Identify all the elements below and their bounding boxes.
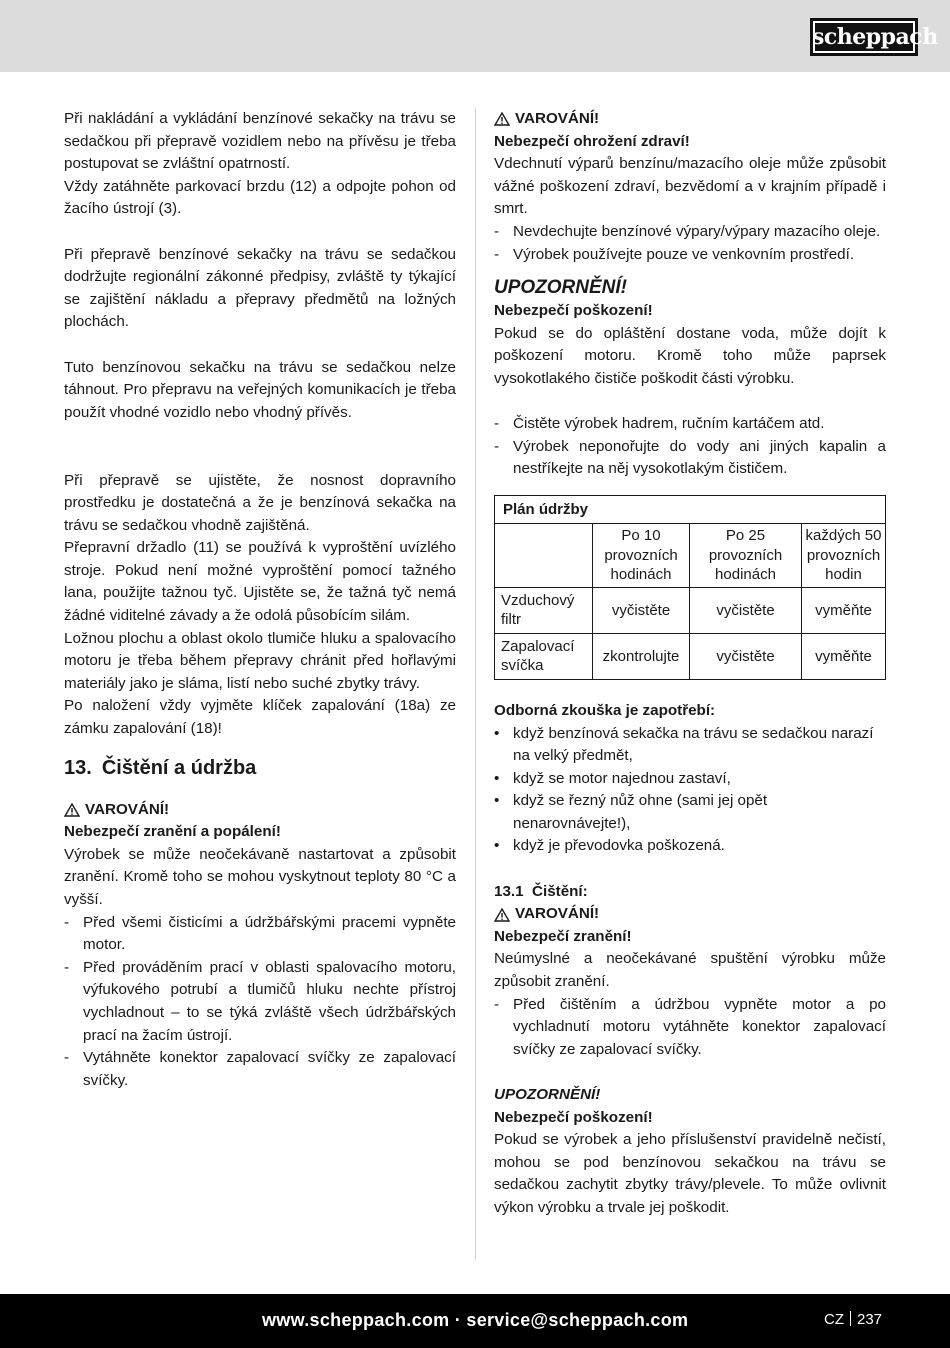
caution-title: Nebezpečí poškození! xyxy=(494,302,653,320)
list-item: • když se motor najednou zastaví, xyxy=(494,769,731,787)
paragraph: Při nakládání a vykládání benzínové sekačky na trávu se sedačkou při přepravě vozidlem nebo na přívěsu je třeba postupovat se zvláštní opatrností. xyxy=(64,110,456,173)
paragraph: Tuto benzínovou sekačku na trávu se sedačkou nelze táhnout. Pro přepravu na veřejných komunikacích je třeba použít vhodné vozidlo nebo vhodný přívěs. xyxy=(64,358,456,421)
table-row xyxy=(495,587,886,633)
warning-triangle-icon xyxy=(64,803,80,817)
page-indicator xyxy=(824,1309,882,1331)
table-header-row xyxy=(495,524,886,588)
table-header: Po 25 provozních hodinách xyxy=(690,524,802,588)
footer-bar xyxy=(0,1294,950,1348)
warning-text: Vdechnutí výparů benzínu/mazacího oleje může způsobit vážné poškození zdraví, bezvědomí a v krajním případě i smrt. xyxy=(494,155,886,218)
maintenance-table xyxy=(494,495,886,680)
list-item: • když je převodovka poškozená. xyxy=(494,837,725,855)
table-cell: vyměňte xyxy=(802,633,886,679)
brand-logo: scheppach xyxy=(810,18,918,56)
danger-title: Nebezpečí ohrožení zdraví! xyxy=(494,132,690,150)
caution-text: Pokud se do opláštění dostane voda, může dojít k poškození motoru. Kromě toho může paprsek vysokotlakého čističe poškodit části výrobku. xyxy=(494,324,886,387)
warning-label: VAROVÁNÍ! xyxy=(64,799,456,822)
list-item: - Čistěte výrobek hadrem, ručním kartáčem atd. xyxy=(494,415,825,433)
subsection-heading: 13.1 Čištění: xyxy=(494,882,588,900)
list-item: - Výrobek neponořujte do vody ani jiných kapalin a nestříkejte na něj vysokotlakým čističem. xyxy=(494,437,886,478)
warning-triangle-icon xyxy=(494,112,510,126)
expert-title: Odborná zkouška je zapotřebí: xyxy=(494,701,716,719)
caution-label: UPOZORNĚNÍ! xyxy=(494,1086,601,1103)
warning-label: VAROVÁNÍ! xyxy=(494,903,886,926)
warning-text: Výrobek se může neočekávaně nastartovat a způsobit zranění. Kromě toho se mohou vyskytnout teploty 80 °C a vyšší. xyxy=(64,845,456,908)
list-item: - Před čištěním a údržbou vypněte motor a po vychladnutí motoru vytáhněte konektor zapalovací svíčky ze zapalovací svíčky. xyxy=(494,995,886,1058)
table-header: Po 10 provozních hodinách xyxy=(593,524,690,588)
table-header: každých 50 provozních hodin xyxy=(802,524,886,588)
table-title: Plán údržby xyxy=(495,495,886,524)
footer-contact: www.scheppach.com · service@scheppach.com xyxy=(262,1310,689,1330)
list-item: - Nevdechujte benzínové výpary/výpary mazacího oleje. xyxy=(494,222,881,240)
table-cell: vyčistěte xyxy=(593,587,690,633)
table-cell: vyměňte xyxy=(802,587,886,633)
caution-text: Pokud se výrobek a jeho příslušenství pravidelně nečistí, mohou se pod benzínovou sekačkou na trávu se sedačkou zachytit zbytky trávy/plevele. To může ovlivnit výkon výrobku a trvale jej poškodit. xyxy=(494,1131,886,1216)
table-cell: zkontrolujte xyxy=(593,633,690,679)
row-label: Vzduchový filtr xyxy=(495,587,593,633)
list-item: - Výrobek používejte pouze ve venkovním prostředí. xyxy=(494,245,855,263)
table-cell: vyčistěte xyxy=(690,633,802,679)
caution-label: UPOZORNĚNÍ! xyxy=(494,277,627,299)
warning-text: Neúmyslné a neočekávané spuštění výrobku může způsobit zranění. xyxy=(494,950,886,991)
danger-title: Nebezpečí zranění! xyxy=(494,927,632,945)
row-label: Zapalovací svíčka xyxy=(495,633,593,679)
section-heading xyxy=(64,755,456,781)
header-bar xyxy=(0,0,950,72)
language-code: CZ xyxy=(824,1311,844,1328)
paragraph: Ložnou plochu a oblast okolo tlumiče hluku a spalovacího motoru je třeba během přepravy chránit před hořlavými materiály jako je sláma, listí nebo suché zbytky trávy. xyxy=(64,629,456,692)
list-item: • když se řezný nůž ohne (sami jej opět nenarovnávejte!), xyxy=(494,792,768,832)
column-divider xyxy=(475,108,476,1260)
list-item: - Před všemi čisticími a údržbářskými pracemi vypněte motor. xyxy=(64,913,456,954)
list-item: - Před prováděním prací v oblasti spalovacího motoru, výfukového potrubí a tlumičů hluku nechte přístroj vychladnout – to se týká zvláště všech údržbářských prací na žacím ústrojí. xyxy=(64,958,456,1044)
warning-triangle-icon xyxy=(494,908,510,922)
caution-title: Nebezpečí poškození! xyxy=(494,1108,653,1126)
paragraph: Vždy zatáhněte parkovací brzdu (12) a odpojte pohon od žacího ústrojí (3). xyxy=(64,177,456,218)
section-number: 13. xyxy=(64,756,92,779)
page-number: 237 xyxy=(857,1311,883,1328)
right-column xyxy=(494,108,886,1220)
list-item: • když benzínová sekačka na trávu se sedačkou narazí na velký předmět, xyxy=(494,724,874,765)
left-column xyxy=(64,108,456,1092)
table-row xyxy=(495,633,886,679)
paragraph: Při přepravě benzínové sekačky na trávu se sedačkou dodržujte regionální zákonné předpisy, zvláště ty týkající se zajištění nákladu a přepravy předmětů na ložných plochách. xyxy=(64,245,456,331)
danger-title: Nebezpečí zranění a popálení! xyxy=(64,823,281,841)
paragraph: Při přepravě se ujistěte, že nosnost dopravního prostředku je dostatečná a že je benzínová sekačka na trávu se sedačkou vhodně zajištěná. xyxy=(64,471,456,534)
section-title: Čištění a údržba xyxy=(101,756,257,779)
paragraph: Přepravní držadlo (11) se používá k vyproštění uvízlého stroje. Pokud není možné vyproštění pomocí tažného lana, použijte tažnou tyč. Ujistěte se, že tažná tyč nemá žádné viditelné závady a že odolá působícím silám. xyxy=(64,539,456,625)
warning-label: VAROVÁNÍ! xyxy=(494,108,886,131)
list-item: - Vytáhněte konektor zapalovací svíčky ze zapalovací svíčky. xyxy=(64,1049,456,1089)
table-cell: vyčistěte xyxy=(690,587,802,633)
paragraph: Po naložení vždy vyjměte klíček zapalování (18a) ze zámku zapalování (18)! xyxy=(64,697,456,738)
